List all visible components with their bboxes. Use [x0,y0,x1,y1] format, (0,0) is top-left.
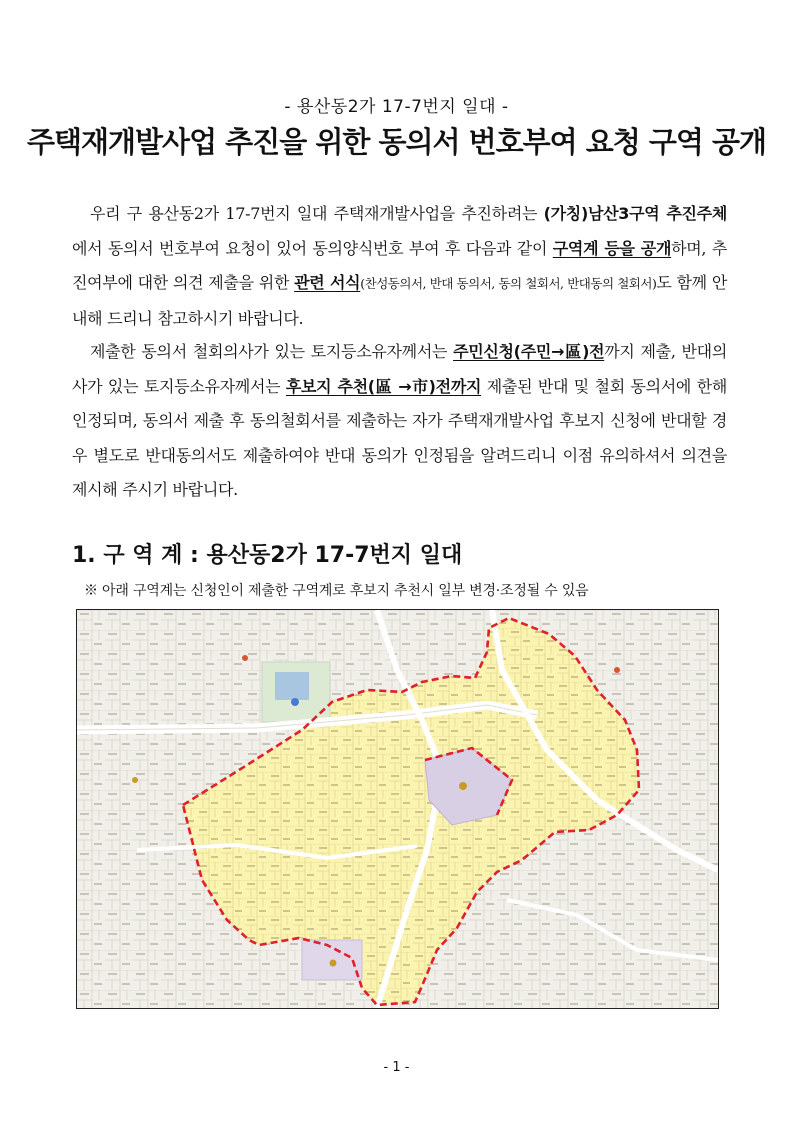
map-marker [330,960,337,967]
related-forms-emphasis: 관련 서식 [294,273,361,292]
promoter-name: (가칭)남산3구역 추진주체 [543,204,727,223]
paragraph-withdrawal-text-3: 제출된 반대 및 철회 동의서에 한해 인정되며, 동의서 제출 후 동의철회서를 제출하는 자가 주택재개발사업 후보지 신청에 반대할 경우 별도로 반대동의서도 제출하여야 반대 동의가 인정됨을 알려드리니 이점 유의하셔서 의견을 제시해 주시기 바랍니다. [72,376,728,499]
map-image [77,610,718,1008]
map-marker [614,667,620,673]
map-marker [242,655,248,661]
paragraph-intro-text-2: 에서 동의서 번호부여 요청이 있어 동의양식번호 부여 후 다음과 같이 [72,238,553,258]
pond-block [275,672,309,700]
document-title: 주택재개발사업 추진을 위한 동의서 번호부여 요청 구역 공개 [26,125,767,159]
boundary-map [76,609,719,1009]
paragraph-intro [72,197,727,336]
page-number: - 1 - [383,1060,410,1075]
forms-list: (찬성동의서, 반대 동의서, 동의 철회서, 반대동의 철회서) [360,276,657,291]
resident-application-deadline: 주민신청(주민→區)전 [453,342,605,361]
boundary-note: ※ 아래 구역계는 신청인이 제출한 구역계로 후보지 추천시 일부 변경·조정될 수 있음 [84,583,589,599]
paragraph-intro-text-3: 하며, 추진여부에 대한 의견 제출을 위한 [72,238,728,292]
paragraph-intro-text-4: 도 함께 안내해 드리니 참고하시기 바랍니다. [72,273,727,328]
section-heading-boundary: 1. 구 역 계 : 용산동2가 17-7번지 일대 [72,543,463,568]
document-subtitle: - 용산동2가 17-7번지 일대 - [284,97,509,117]
map-marker [291,698,299,706]
boundary-disclosure-emphasis: 구역계 등을 공개 [552,238,672,258]
map-marker [459,782,467,790]
candidate-recommendation-deadline: 후보지 추천(區 →市)전까지 [285,376,482,396]
map-marker [132,777,138,783]
paragraph-withdrawal [72,335,727,508]
paragraph-withdrawal-text-1: 제출한 동의서 철회의사가 있는 토지등소유자께서는 [90,342,454,361]
paragraph-withdrawal-text-2: 까지 제출, 반대의사가 있는 토지등소유자께서는 [72,342,727,396]
paragraph-intro-text-1: 우리 구 용산동2가 17-7번지 일대 주택재개발사업을 추진하려는 [90,204,544,223]
